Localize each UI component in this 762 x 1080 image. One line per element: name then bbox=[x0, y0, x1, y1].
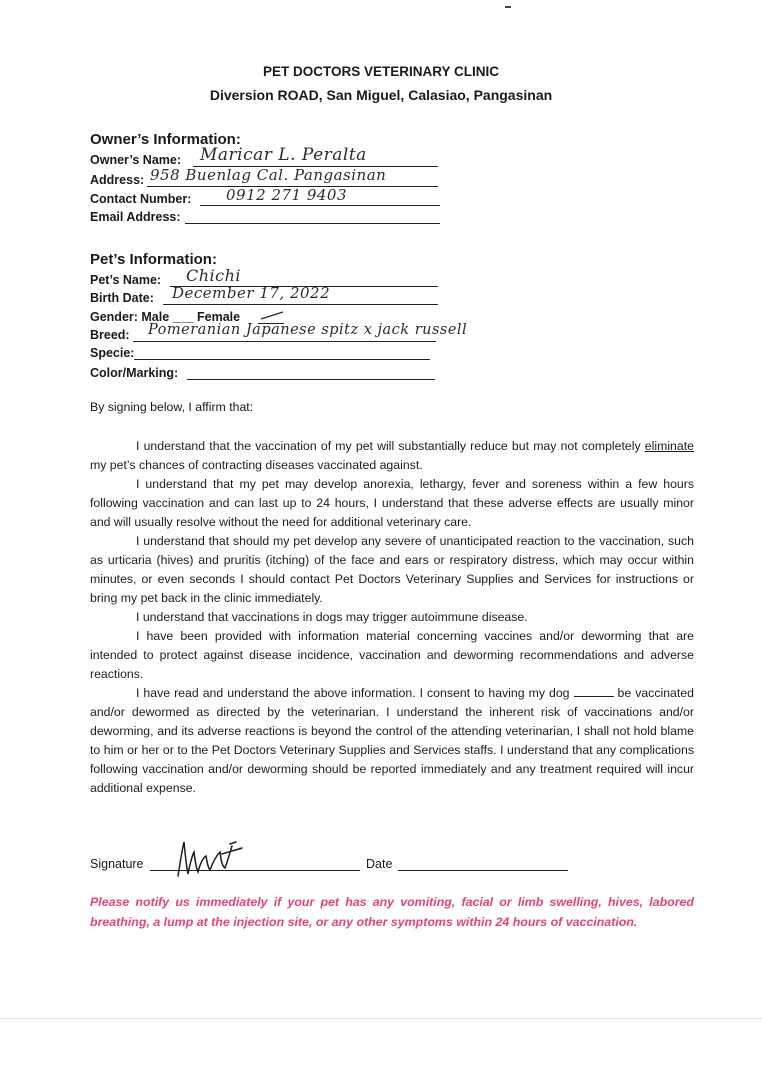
owner-name-value[interactable]: Maricar L. Peralta bbox=[200, 145, 367, 165]
clinic-name: PET DOCTORS VETERINARY CLINIC bbox=[262, 64, 500, 79]
consent-paragraph-6 bbox=[90, 684, 694, 798]
signature-label: Signature bbox=[90, 857, 144, 871]
contact-label: Contact Number: bbox=[90, 192, 192, 206]
p6-text-end: be vaccinated and/or dewormed as directed by the veterinarian. I understand the inherent risk of vaccinations and/or deworming, and its adverse reactions is beyond the control of the attending veterinarian, I shall not hold blame to him or her or to the Pet Doctors Veterinary Supplies and Services staffs. I understand that any complications following vaccination and/or deworming should be reported immediately and any treatment required will incur additional expense. bbox=[90, 686, 694, 795]
contact-line bbox=[200, 205, 440, 206]
scan-edge bbox=[0, 1018, 762, 1019]
p1-underlined-word: eliminate bbox=[644, 439, 694, 453]
breed-line bbox=[133, 341, 436, 342]
specie-line bbox=[134, 359, 430, 360]
pet-section-title: Pet’s Information: bbox=[90, 251, 217, 268]
clinic-address: Diversion ROAD, San Miguel, Calasiao, Pangasinan bbox=[209, 87, 553, 103]
pet-name-value[interactable]: Chichi bbox=[186, 266, 242, 285]
consent-intro: By signing below, I affirm that: bbox=[90, 400, 254, 414]
p1-text-end: my pet’s chances of contracting diseases vaccinated against. bbox=[90, 458, 423, 472]
p1-text-start: I understand that the vaccination of my pet will substantially reduce but may not completely bbox=[136, 439, 645, 453]
address-label: Address: bbox=[90, 173, 145, 187]
color-marking-label: Color/Marking: bbox=[90, 366, 179, 380]
consent-paragraph-3: I understand that should my pet develop any severe of unanticipated reaction to the vaccination, such as urticaria (hives) and pruritis (itching) of the face and ears or respiratory distress, which may occur within minutes, or even seconds I should contact Pet Doctors Veterinary Supplies and Services for instructions or bring my pet back in the clinic immediately. bbox=[90, 534, 694, 605]
date-label: Date bbox=[366, 857, 393, 871]
birth-date-value[interactable]: December 17, 2022 bbox=[172, 284, 331, 302]
consent-paragraph-1 bbox=[90, 437, 694, 475]
breed-label: Breed: bbox=[90, 328, 130, 342]
email-label: Email Address: bbox=[90, 210, 181, 224]
owner-name-label: Owner’s Name: bbox=[90, 153, 182, 167]
address-value[interactable]: 958 Buenlag Cal. Pangasinan bbox=[150, 166, 387, 184]
owner-section-title: Owner’s Information: bbox=[90, 131, 241, 148]
consent-body bbox=[90, 437, 694, 798]
color-marking-line bbox=[187, 379, 435, 380]
p6-text-start: I have read and understand the above information. I consent to having my dog bbox=[136, 686, 574, 700]
female-check-mark[interactable] bbox=[259, 309, 285, 321]
contact-value[interactable]: 0912 271 9403 bbox=[226, 186, 348, 204]
handwritten-signature bbox=[170, 838, 250, 880]
consent-paragraph-5: I have been provided with information material concerning vaccines and/or deworming that are intended to protect against disease incidence, vaccination and deworming recommendations and adverse reactions. bbox=[90, 629, 694, 681]
date-line[interactable] bbox=[398, 870, 568, 871]
breed-value[interactable]: Pomeranian Japanese spitz x jack russell bbox=[148, 322, 468, 338]
gender-label: Gender: Male ___ Female bbox=[90, 310, 241, 324]
birth-date-label: Birth Date: bbox=[90, 291, 154, 305]
pet-name-label: Pet’s Name: bbox=[90, 273, 162, 287]
scan-mark bbox=[505, 6, 511, 8]
dog-name-blank[interactable] bbox=[574, 686, 614, 697]
consent-paragraph-2: I understand that my pet may develop anorexia, lethargy, fever and soreness within a few hours following vaccination and can last up to 24 hours, I understand that these adverse effects are usually minor and will usually resolve without the need for additional veterinary care. bbox=[90, 477, 694, 529]
post-vaccination-notice: Please notify us immediately if your pet has any vomiting, facial or limb swelling, hives, labored breathing, a lump at the injection site, or any other symptoms within 24 hours of vaccination. bbox=[90, 895, 694, 929]
email-line bbox=[185, 223, 440, 224]
specie-label: Specie: bbox=[90, 346, 135, 360]
birth-date-line bbox=[163, 304, 438, 305]
consent-paragraph-4: I understand that vaccinations in dogs may trigger autoimmune disease. bbox=[136, 610, 528, 624]
